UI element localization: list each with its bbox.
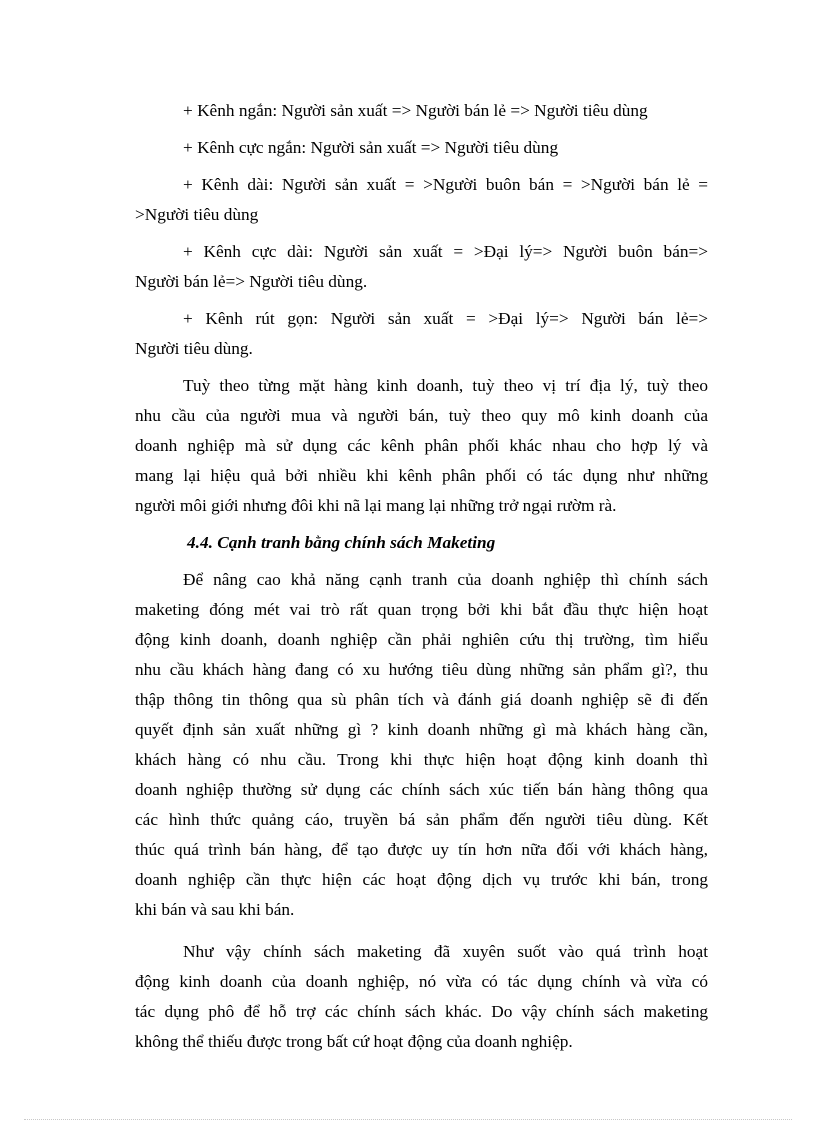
text-line: + Kênh dài: Người sản xuất = >Người buôn bán = >Người bán lẻ = xyxy=(183,175,708,194)
text-line: khách hàng có nhu cầu. Trong khi thực hiện hoạt động kinh doanh thì xyxy=(135,750,708,769)
section-heading: 4.4. Cạnh tranh bằng chính sách Maketing xyxy=(187,533,496,552)
document-page xyxy=(135,96,708,1057)
text-line: quyết định sản xuất những gì ? kinh doanh những gì mà khách hàng cần, xyxy=(135,720,708,739)
text-line: Như vậy chính sách maketing đã xuyên suốt vào quá trình hoạt xyxy=(183,942,708,961)
text-line: không thể thiếu được trong bất cứ hoạt động của doanh nghiệp. xyxy=(135,1032,573,1051)
paragraph-distribution xyxy=(135,371,708,521)
channel-item-short xyxy=(135,96,708,126)
text-line: nhu cầu khách hàng đang có xu hướng tiêu dùng những sản phẩm gì?, thu xyxy=(135,660,708,679)
text-line: Người bán lẻ=> Người tiêu dùng. xyxy=(135,272,368,291)
text-line: + Kênh ngắn: Người sản xuất => Người bán lẻ => Người tiêu dùng xyxy=(183,101,648,120)
channel-item-shortened xyxy=(135,304,708,364)
text-line: Tuỳ theo từng mặt hàng kinh doanh, tuỳ theo vị trí địa lý, tuỳ theo xyxy=(183,376,708,395)
text-line: thúc quá trình bán hàng, để tạo được uy tín hơn nữa đối với khách hàng, xyxy=(135,840,708,859)
channel-item-very-short xyxy=(135,133,708,163)
paragraph-conclusion xyxy=(135,937,708,1057)
text-line: thập thông tin thông qua sù phân tích và đánh giá doanh nghiệp sẽ đi đến xyxy=(135,690,708,709)
text-line: + Kênh cực ngắn: Người sản xuất => Người tiêu dùng xyxy=(183,138,559,157)
text-line: động kinh doanh của doanh nghiệp, nó vừa có tác dụng chính và vừa có xyxy=(135,972,708,991)
page-bottom-divider xyxy=(24,1119,792,1120)
text-line: doanh nghiệp thường sử dụng các chính sách xúc tiến bán hàng thông qua xyxy=(135,780,708,799)
text-line: maketing đóng mét vai trò rất quan trọng bởi khi bắt đầu thực hiện hoạt xyxy=(135,600,708,619)
text-line: các hình thức quảng cáo, truyền bá sản phẩm đến người tiêu dùng. Kết xyxy=(135,810,708,829)
text-line: doanh nghiệp cần thực hiện các hoạt động dịch vụ trước khi bán, trong xyxy=(135,870,708,889)
text-line: khi bán và sau khi bán. xyxy=(135,900,295,919)
text-line: động kinh doanh, doanh nghiệp cần phải nghiên cứu thị trường, tìm hiểu xyxy=(135,630,708,649)
text-line: + Kênh cực dài: Người sản xuất = >Đại lý=> Người buôn bán=> xyxy=(183,242,708,261)
text-line: Để nâng cao khả năng cạnh tranh của doanh nghiệp thì chính sách xyxy=(183,570,708,589)
text-line: nhu cầu của người mua và người bán, tuỳ theo quy mô kinh doanh của xyxy=(135,406,708,425)
text-line: >Người tiêu dùng xyxy=(135,205,259,224)
channel-item-long xyxy=(135,170,708,230)
text-line: + Kênh rút gọn: Người sản xuất = >Đại lý=> Người bán lẻ=> xyxy=(183,309,708,328)
text-line: mang lại hiệu quả bởi nhiều khi kênh phân phối có tác dụng như những xyxy=(135,466,708,485)
paragraph-marketing-policy xyxy=(135,565,708,925)
text-line: Người tiêu dùng. xyxy=(135,339,253,358)
channel-item-very-long xyxy=(135,237,708,297)
text-line: người môi giới nhưng đôi khi nã lại mang lại những trở ngại rườm rà. xyxy=(135,496,617,515)
text-line: doanh nghiệp mà sử dụng các kênh phân phối khác nhau cho hợp lý và xyxy=(135,436,708,455)
text-line: tác dụng phô để hỗ trợ các chính sách khác. Do vậy chính sách maketing xyxy=(135,1002,708,1021)
